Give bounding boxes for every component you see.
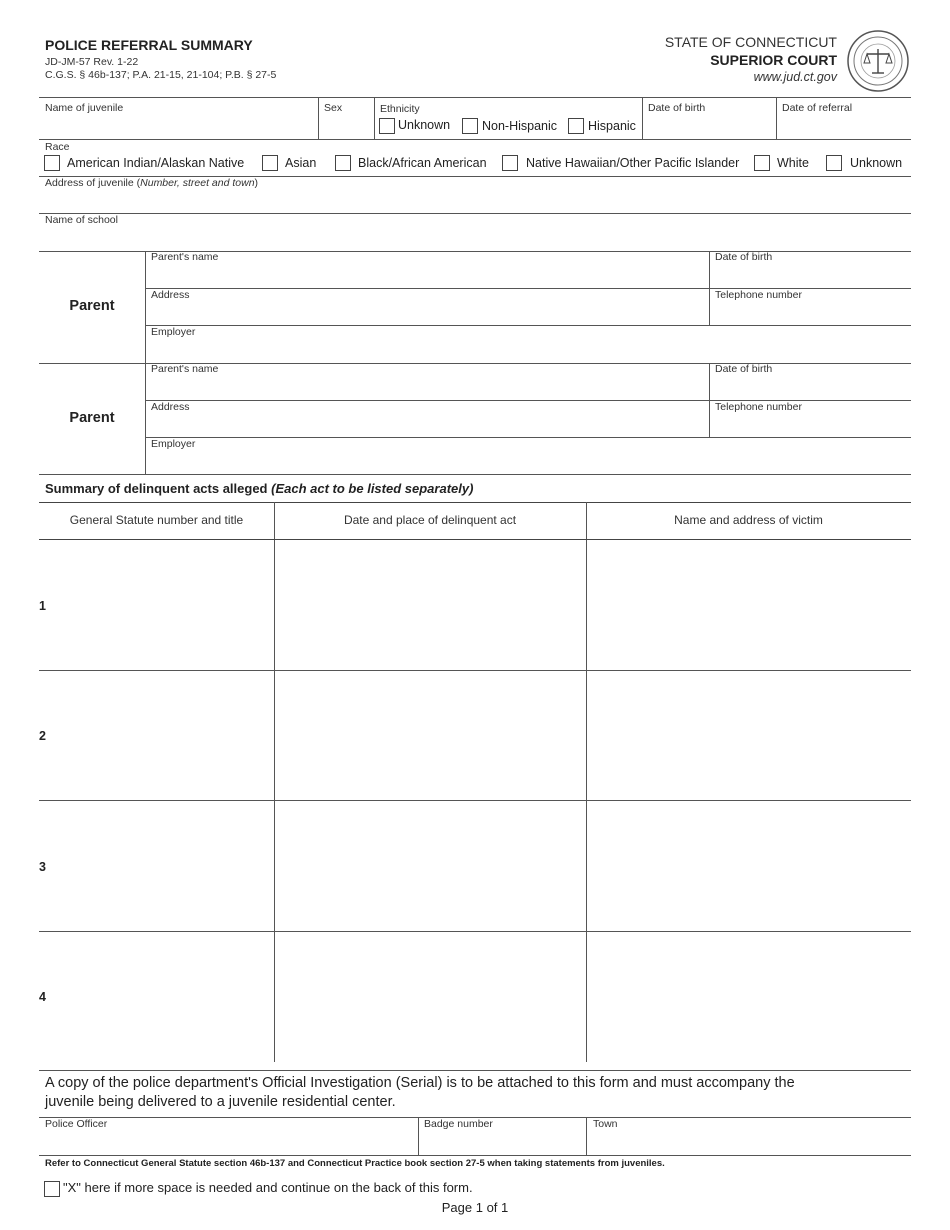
parent-1-section-label: Parent — [69, 298, 115, 314]
ethnicity-unknown-checkbox[interactable] — [379, 118, 395, 134]
more-space-checkbox[interactable] — [44, 1181, 60, 1197]
juvenile-address-label[interactable]: Address of juvenile (Number, street and town) — [45, 177, 259, 189]
parent-2-employer-label[interactable]: Employer — [151, 438, 196, 450]
race-native-hawaiian-checkbox[interactable] — [502, 155, 518, 171]
act-row-4-number: 4 — [39, 990, 46, 1004]
race-black-label: Black/African American — [358, 156, 487, 170]
race-label: Race — [45, 141, 70, 153]
sex-label: Sex — [324, 102, 343, 114]
parent-2-phone-label[interactable]: Telephone number — [715, 401, 802, 413]
parent-2-dob-label[interactable]: Date of birth — [715, 363, 773, 375]
state-name: STATE OF CONNECTICUT — [664, 34, 837, 50]
town-label[interactable]: Town — [593, 1118, 618, 1130]
race-black-checkbox[interactable] — [335, 155, 351, 171]
ethnicity-non-hispanic-checkbox[interactable] — [462, 118, 478, 134]
ethnicity-label: Ethnicity — [380, 103, 420, 115]
more-space-label: "X" here if more space is needed and continue on the back of this form. — [63, 1180, 473, 1195]
ethnicity-non-hispanic-label: Non-Hispanic — [482, 119, 558, 133]
referral-date-label: Date of referral — [782, 102, 853, 114]
ethnicity-hispanic-label: Hispanic — [588, 119, 636, 133]
column-header-date-place: Date and place of delinquent act — [343, 513, 517, 527]
parent-2-section-label: Parent — [69, 410, 115, 426]
ethnicity-hispanic-checkbox[interactable] — [568, 118, 584, 134]
form-title: POLICE REFERRAL SUMMARY — [45, 37, 253, 53]
race-asian-checkbox[interactable] — [262, 155, 278, 171]
race-american-indian-checkbox[interactable] — [44, 155, 60, 171]
court-name: SUPERIOR COURT — [710, 52, 837, 68]
acts-section-title: Summary of delinquent acts alleged (Each act to be listed separately) — [45, 481, 474, 496]
race-white-checkbox[interactable] — [754, 155, 770, 171]
parent-1-employer-label[interactable]: Employer — [151, 326, 196, 338]
website: www.jud.ct.gov — [753, 70, 837, 84]
badge-number-label[interactable]: Badge number — [424, 1118, 493, 1130]
state-seal-icon — [846, 29, 910, 93]
juvenile-name-label: Name of juvenile — [45, 102, 124, 114]
form-id: JD-JM-57 Rev. 1-22 — [45, 56, 139, 68]
parent-2-address-label[interactable]: Address — [151, 401, 190, 413]
parent-2-name-label[interactable]: Parent's name — [151, 363, 219, 375]
juvenile-dob-label: Date of birth — [648, 102, 706, 114]
act-row-2-number: 2 — [39, 729, 46, 743]
attachment-note: A copy of the police department's Official Investigation (Serial) is to be attached to this form and must accompany the juvenile being delivered to a juvenile residential center. — [45, 1075, 795, 1110]
parent-1-phone-label[interactable]: Telephone number — [715, 289, 802, 301]
parent-1-name-label[interactable]: Parent's name — [151, 251, 219, 263]
column-header-statute: General Statute number and title — [69, 513, 244, 527]
race-asian-label: Asian — [285, 156, 317, 170]
statute-reference: Refer to Connecticut General Statute section 46b-137 and Connecticut Practice book section 27-5 when taking statements from juveniles. — [45, 1158, 665, 1169]
police-officer-label[interactable]: Police Officer — [45, 1118, 108, 1130]
race-american-indian-label: American Indian/Alaskan Native — [67, 156, 245, 170]
race-white-label: White — [777, 156, 809, 170]
race-native-hawaiian-label: Native Hawaiian/Other Pacific Islander — [526, 156, 740, 170]
race-unknown-label: Unknown — [850, 156, 903, 170]
column-header-victim: Name and address of victim — [674, 513, 823, 527]
race-unknown-checkbox[interactable] — [826, 155, 842, 171]
form-statutes: C.G.S. § 46b-137; P.A. 21-15, 21-104; P.B. § 27-5 — [45, 69, 277, 81]
school-name-label[interactable]: Name of school — [45, 214, 118, 226]
parent-1-address-label[interactable]: Address — [151, 289, 190, 301]
parent-1-dob-label[interactable]: Date of birth — [715, 251, 773, 263]
ethnicity-unknown-label: Unknown — [398, 118, 451, 132]
act-row-1-number: 1 — [39, 599, 46, 613]
page-number: Page 1 of 1 — [441, 1200, 509, 1215]
act-row-3-number: 3 — [39, 860, 46, 874]
